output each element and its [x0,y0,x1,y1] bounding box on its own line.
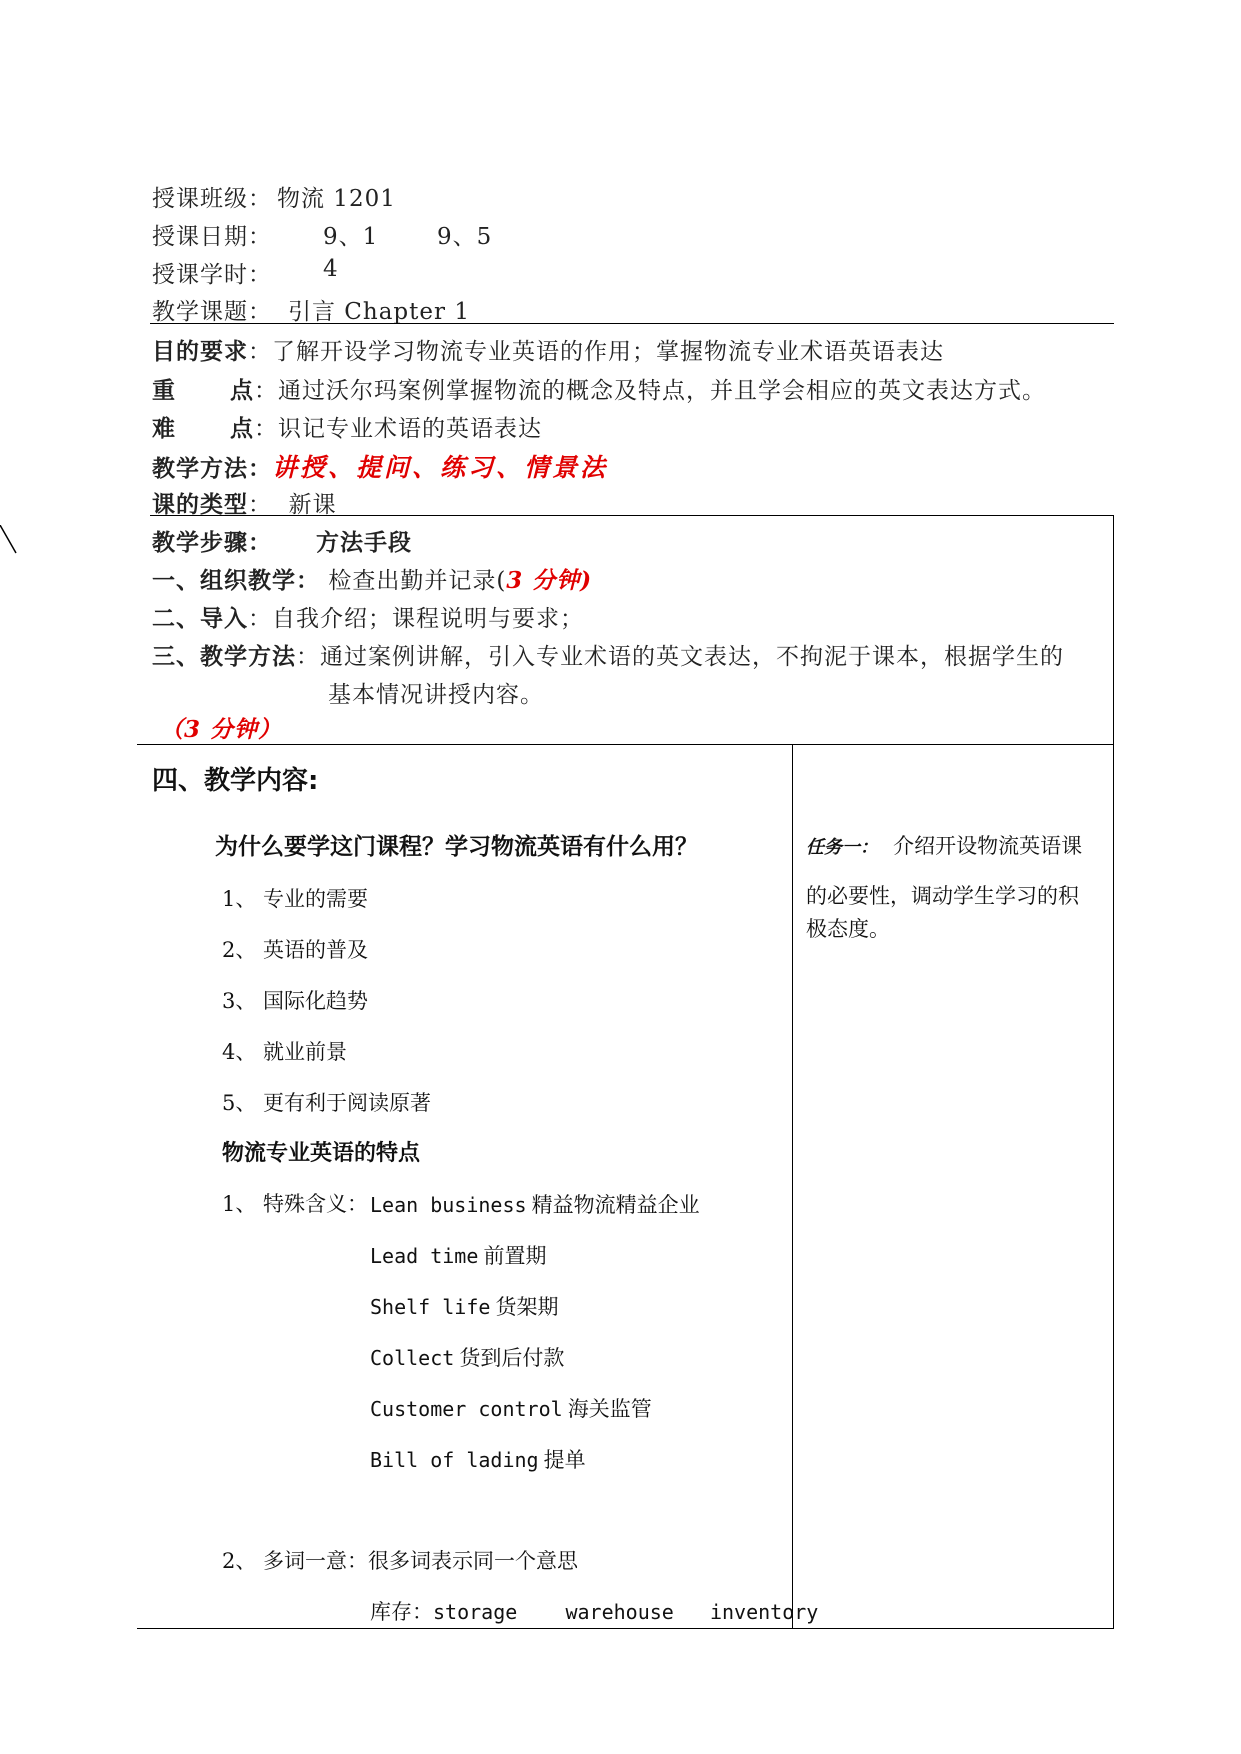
content-border-right [1113,744,1114,1629]
term-zh: 海关监管 [567,1397,652,1421]
date-value-1: 9、1 [323,224,379,250]
key-point-row [152,372,1046,405]
class-value: 物流 1201 [277,186,396,212]
step-1-value: 检查出勤并记录( [328,568,507,594]
step-1-label: 一、组织教学： [152,567,320,594]
goal-row [152,333,944,366]
term-row [370,1444,586,1474]
list-item: 5、 更有利于阅读原著 [222,1091,432,1115]
term-row [370,1342,564,1372]
key-point-value: ：通过沃尔玛案例掌握物流的概念及特点，并且学会相应的英文表达方式。 [254,378,1047,404]
term-en: Bill of lading [370,1448,539,1472]
term-en: Lead time [370,1244,479,1268]
feature-1-label: 1、 特殊含义： [222,1192,369,1216]
term-zh: 精益物流精益企业 [531,1193,700,1217]
term-zh: 前置期 [483,1244,547,1268]
step-2-row [152,600,584,633]
steps-border-right [1113,515,1114,745]
step-1-time: 3 分钟) [506,567,593,594]
task-label: 任务一： [806,837,878,858]
term-row [370,1240,546,1270]
content-column-divider [792,744,793,1629]
hours-label: 授课学时： [152,262,272,288]
date-value-2: 9、5 [437,224,493,250]
step-2-label: 二、导入 [152,605,248,632]
list-item: 1、 专业的需要 [222,887,369,911]
list-item: 2、 英语的普及 [222,938,369,962]
steps-header-right: 方法手段 [316,529,412,556]
step-3-value-cont: 基本情况讲授内容。 [328,682,544,708]
storage-row [370,1596,818,1626]
step-1-row [152,562,592,595]
step-3-row [152,638,1064,671]
step-2-value: ：自我介绍；课程说明与要求； [248,606,584,632]
lesson-type-label: 课的类型 [152,491,248,518]
term-zh: 提单 [543,1448,586,1472]
divider-top [150,323,1114,324]
difficulty-value: ：识记专业术语的英语表达 [254,416,543,442]
list-item: 3、 国际化趋势 [222,989,369,1013]
content-heading: 四、教学内容: [152,766,319,796]
storage-label: 库存： [370,1600,433,1624]
task-line-3: 极态度。 [806,917,890,941]
term-zh: 货架期 [495,1295,559,1319]
list-item: 4、 就业前景 [222,1040,348,1064]
storage-terms: storage warehouse inventory [433,1600,819,1624]
difficulty-row [152,410,542,443]
key-point-label: 重 点 [152,377,255,404]
content-question: 为什么要学这门课程？学习物流英语有什么用？ [215,834,698,860]
task-line-1: 介绍开设物流英语课 [893,834,1083,858]
term-en: Lean business [370,1193,527,1217]
step-3-value: ：通过案例讲解，引入专业术语的英文表达，不拘泥于课本，根据学生的 [296,644,1064,670]
date-label: 授课日期： [152,224,272,250]
lesson-type-value: ： 新课 [248,492,337,518]
term-en: Shelf life [370,1295,491,1319]
hours-value: 4 [323,256,339,282]
goal-value: ：了解开设学习物流专业英语的作用；掌握物流专业术语英语表达 [248,339,944,365]
difficulty-label: 难 点 [152,415,255,442]
term-zh: 货到后付款 [459,1346,565,1370]
topic-label: 教学课题： [152,299,272,325]
term-row [370,1393,652,1423]
task-row [806,830,1082,860]
steps-header-left: 教学步骤： [152,529,272,556]
method-value: 讲授、提问、练习、情景法 [272,453,609,482]
term-en: Collect [370,1346,455,1370]
goal-label: 目的要求 [152,338,248,365]
margin-mark [0,525,20,555]
divider-content-top [137,744,1114,745]
class-label: 授课班级： [152,186,272,212]
features-heading: 物流专业英语的特点 [222,1141,421,1166]
term-row [370,1189,700,1219]
divider-content-bottom [137,1628,1114,1629]
term-row [370,1291,559,1321]
method-label: 教学方法： [152,455,272,482]
step-time-note: （3 分钟） [160,716,283,743]
task-line-2: 的必要性，调动学生学习的积 [806,884,1079,908]
method-row [152,448,608,484]
divider-steps-top [150,515,1114,516]
topic-value: 引言 Chapter 1 [288,299,470,325]
term-en: Customer control [370,1397,563,1421]
step-3-label: 三、教学方法 [152,643,296,670]
feature-2: 2、 多词一意：很多词表示同一个意思 [222,1549,579,1573]
